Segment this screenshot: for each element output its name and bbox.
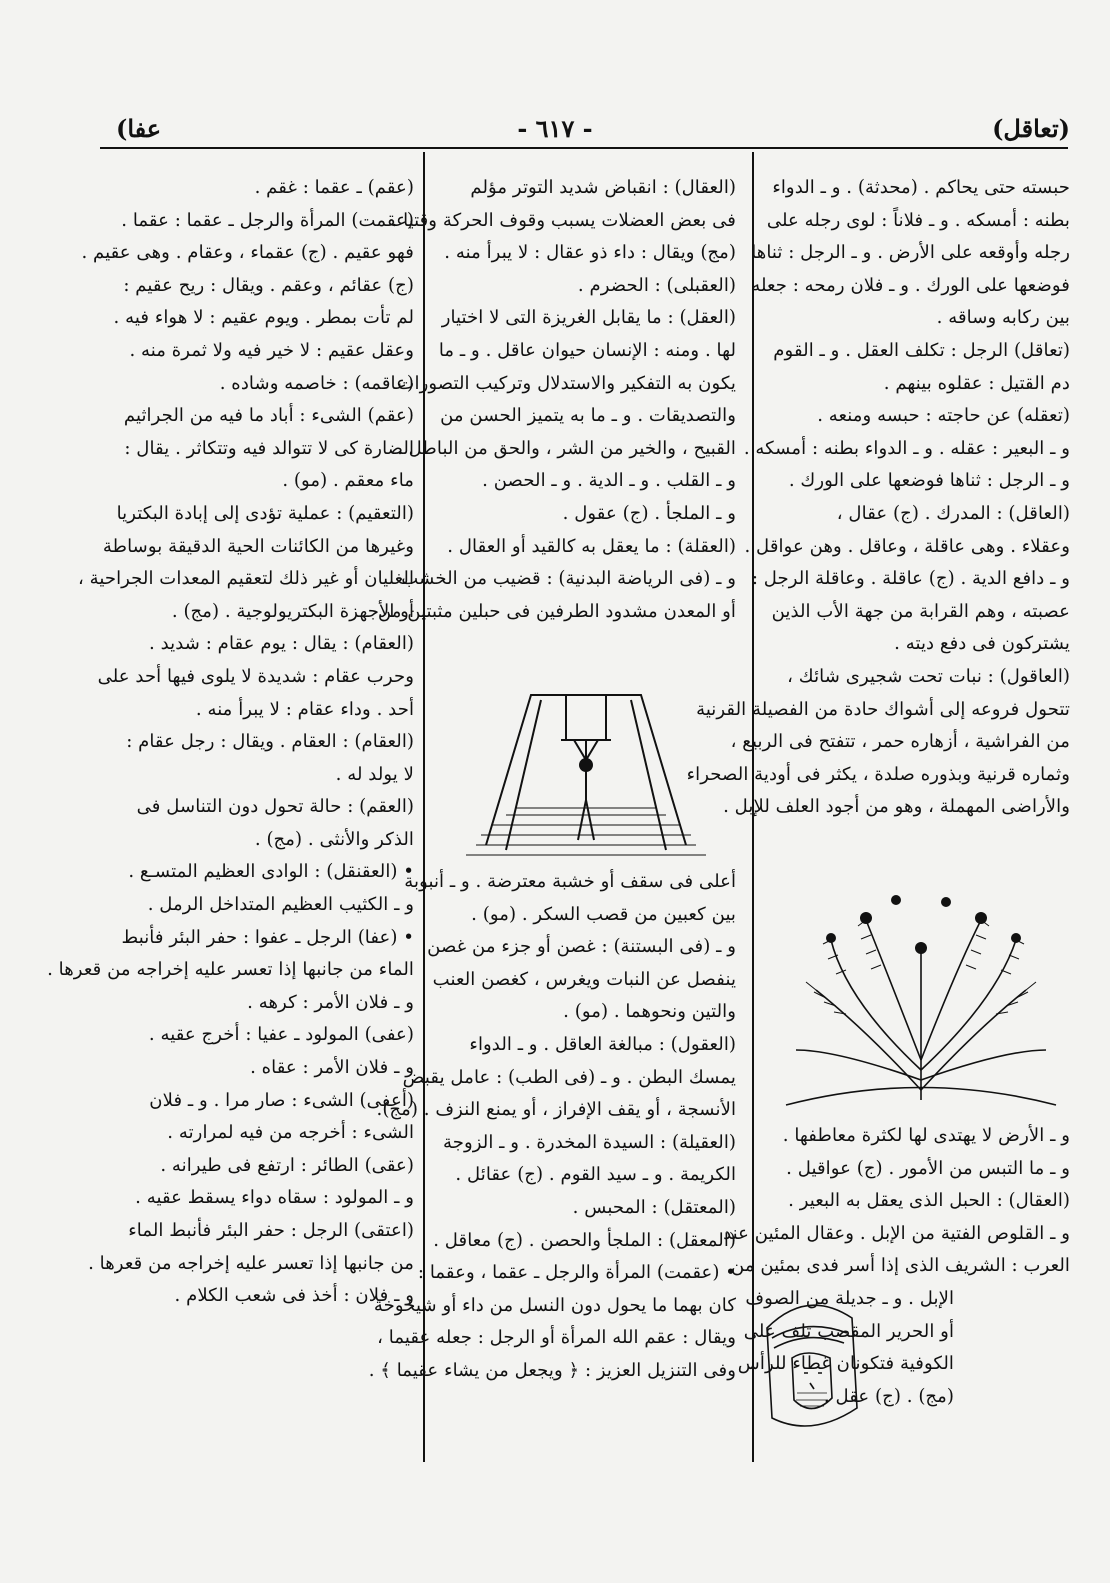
text-line: (العقلة) : ما يعقل به كالقيد أو العقال . [447, 535, 736, 557]
text-line: العرب : الشريف الذى إذا أسر فدى بمئين من [730, 1255, 1070, 1277]
text-line: وفى التنزيل العزيز : ﴿ ويجعل من يشاء عقيما ﴾ . [368, 1359, 736, 1381]
text-line: أعلى فى سقف أو خشبة معترضة . و ـ أنبوبة [404, 871, 736, 892]
text-line: و ـ (فى الرياضة البدنية) : قضيب من الخشب [401, 568, 736, 590]
text-line: (العاقول) : نبات تحت شجيرى شائك ، [787, 665, 1070, 687]
text-line: (أعفى) الشىء : صار مرا . و ـ فلان [149, 1089, 414, 1111]
text-line: (التعقيم) : عملية تؤدى إلى إبادة البكتريا [116, 502, 414, 524]
text-line: رجله وأوقعه على الأرض . و ـ الرجل : ثناها [751, 242, 1070, 264]
text-line: يشتركون فى دفع ديته . [894, 633, 1070, 655]
text-line: أو الحرير المقصب تلف على [743, 1320, 954, 1342]
text-line: وثماره قرنية وبذوره صلدة ، يكثر فى أودية الصحراء [686, 763, 1070, 785]
text-line: (العقول) : مبالغة العاقل . و ـ الدواء [469, 1033, 736, 1055]
text-line: دم القتيل : عقلوه بينهم . [883, 372, 1070, 394]
text-line: و ـ الكثيب العظيم المتداخل الرمل . [147, 894, 414, 916]
text-line: و ـ الرجل : ثناها فوضعها على الورك . [788, 470, 1070, 492]
text-line: أو المعدن مشدود الطرفين فى حبلين مثبتين من [377, 600, 736, 622]
text-line: الغليان أو غير ذلك لتعقيم المعدات الجراحية ، [77, 568, 414, 590]
text-line: كان بهما ما يحول دون النسل من داء أو شيخوخة [373, 1294, 736, 1316]
text-line: (العقال) : الحبل الذى يعقل به البعير . [788, 1190, 1070, 1212]
page-number: - ٦١٧ - [517, 114, 593, 143]
text-line: فى بعض العضلات يسبب وقوف الحركة وقتيا . [391, 209, 736, 231]
column-left [47, 172, 414, 1313]
text-line: و ـ القلب . و ـ الدية . و ـ الحصن . [482, 470, 736, 492]
text-line: (مج) . (ج) عقل . [823, 1385, 954, 1407]
text-line: يمسك البطن . و ـ (فى الطب) : عامل يقبض [402, 1066, 736, 1088]
text-line: ماء معقم . (مو) . [282, 470, 414, 492]
text-line: الذكر والأنثى . (مج) . [254, 828, 414, 850]
text-line: و ـ البعير : عقله . و ـ الدواء بطنه : أمسكه . [743, 437, 1070, 459]
column-middle-top [377, 172, 736, 628]
text-line: والتصديقات . و ـ ما به يتميز الحسن من [440, 405, 736, 427]
text-line: و ـ فلان الأمر : عقاه . [250, 1057, 414, 1079]
gymnastic-bar-illustration [446, 640, 726, 865]
text-line: وحرب عقام : شديدة لا يلوى فيها أحد على [97, 665, 414, 687]
text-line: (تعاقل) الرجل : تكلف العقل . و ـ القوم [773, 339, 1070, 361]
text-line: وغيرها من الكائنات الحية الدقيقة بوساطة [102, 535, 414, 557]
text-line: الأنسجة ، أو يقف الإفراز ، أو يمنع النزف . (مج). [376, 1099, 736, 1121]
text-line: (مج) ويقال : داء ذو عقال : لا يبرأ منه . [444, 242, 736, 264]
text-line: الماء من جانبها إذا تعسر عليه إخراجه من قعرها . [47, 959, 414, 981]
text-line: بطنه : أمسكه . و ـ فلاناً : لوى رجله على [766, 209, 1070, 231]
text-line: (العاقل) : المدرك . (ج) عقال ، [836, 502, 1070, 524]
text-line: القبيح ، والخير من الشر ، والحق من الباطل . [397, 437, 736, 459]
text-line: والتين ونحوهما . (مو) . [563, 1001, 736, 1023]
text-line: (العقم) : حالة تحول دون التناسل فى [136, 796, 414, 818]
text-line: حبسته حتى يحاكم . (محدثة) . و ـ الدواء [772, 177, 1070, 198]
column-right-bottom [723, 1120, 1070, 1283]
text-line: • (العقنقل) : الوادى العظيم المتسـع . [128, 861, 414, 883]
header-last-entry: عفا) [116, 114, 162, 143]
text-line: وعقل عقيم : لا خير فيه ولا ثمرة منه . [129, 339, 414, 361]
text-line: (العقيلة) : السيدة المخدرة . و ـ الزوجة [442, 1131, 736, 1153]
text-line: وعقلاء . وهى عاقلة ، وعاقل . وهن عواقل . [744, 535, 1070, 557]
text-line: (اعتقى) الرجل : حفر البئر فأنبط الماء [128, 1220, 414, 1241]
text-line: و ـ (فى البستنة) : غصن أو جزء من غصن [427, 936, 736, 958]
text-line: (المعتقل) : المحبس . [572, 1196, 736, 1218]
text-line: (عقم) ـ عقما : غقم . [254, 177, 414, 198]
text-line: و ـ الملجأ . (ج) عقول . [562, 502, 736, 524]
text-line: و ـ ما التبس من الأمور . (ج) عواقيل . [786, 1157, 1070, 1179]
text-line: أحد . وداء عقام : لا يبرأ منه . [195, 698, 414, 720]
text-line: و ـ الأرض لا يهتدى لها لكثرة معاطفها . [782, 1125, 1070, 1146]
text-line: يكون به التفكير والاستدلال وتركيب التصورات [397, 372, 736, 394]
text-line: (المعقل) : الملجأ والحصن . (ج) معاقل . [433, 1229, 736, 1251]
text-line: تتحول فروعه إلى أشواك حادة من الفصيلة القرنية [696, 698, 1070, 720]
text-line: الشىء : أخرجه من فيه لمرارته . [167, 1122, 414, 1144]
text-line: (العقل) : ما يقابل الغريزة التى لا اختيار [441, 307, 736, 329]
text-line: و ـ دافع الدية . (ج) عاقلة . وعاقلة الرجل : [751, 568, 1070, 590]
text-line: و ـ فلان : أخذ فى شعب الكلام . [174, 1285, 414, 1307]
text-line: فوضعها على الورك . و ـ فلان رمحه : جعله [751, 274, 1070, 296]
text-line: (العقبلى) : الحضرم . [577, 274, 736, 296]
text-line: بين ركابه وساقه . [936, 307, 1070, 329]
text-line: بين كعبين من قصب السكر . (مو) . [471, 903, 736, 925]
text-line: (العقام) : العقام . ويقال : رجل عقام : [126, 731, 414, 753]
text-line: (عقى) الطائر : ارتفع فى طيرانه . [160, 1154, 414, 1176]
header-rule [100, 147, 1068, 149]
text-line: و ـ المولود : سقاه دواء يسقط عقيه . [135, 1187, 414, 1209]
text-line: الكوفية فتكونان غطاء للرأس [737, 1353, 954, 1375]
text-line: (عاقمه) : خاصمه وشاده . [219, 372, 414, 394]
text-line: فهو عقيم . (ج) عقماء ، وعقام . وهى عقيم . [81, 242, 414, 264]
page-header [0, 110, 1110, 150]
text-line: والأراضى المهملة ، وهو من أجود العلف للإبل . [723, 796, 1070, 818]
text-line: عصبته ، وهم القرابة من جهة الأب الذين [771, 600, 1070, 622]
text-line: ينفصل عن النبات ويغرس ، كغصن العنب [432, 968, 736, 990]
text-line: (عقم) الشىء : أباد ما فيه من الجراثيم [123, 405, 414, 427]
keffiyeh-man-illustration [752, 1288, 864, 1438]
text-line: (عقمت) المرأة والرجل ـ عقما : عقما . [121, 209, 414, 231]
text-line: لها . ومنه : الإنسان حيوان عاقل . و ـ ما [438, 339, 736, 361]
text-line: (العقال) : انقباض شديد التوتر مؤلم [470, 177, 736, 198]
text-line: لم تأت بمطر . ويوم عقيم : لا هواء فيه . [113, 307, 414, 329]
text-line: من الفراشية ، أزهاره حمر ، تتفتح فى الربيع ، [730, 731, 1070, 753]
text-line: من جانبها إذا تعسر عليه إخراجه من قعرها . [88, 1252, 414, 1274]
column-right-top [686, 172, 1070, 824]
text-line: الضارة كى لا تتوالد فيه وتتكاثر . يقال : [124, 437, 414, 459]
plant-illustration [776, 880, 1066, 1120]
text-line: (تعقله) عن حاجته : حبسه ومنعه . [817, 405, 1070, 427]
column-middle-bottom [368, 866, 736, 1388]
text-line: • (عقمت) المرأة والرجل ـ عقما ، وعقما : [417, 1262, 736, 1284]
text-line: أو الأجهزة البكتريولوجية . (مج) . [171, 600, 414, 622]
text-line: ويقال : عقم الله المرأة أو الرجل : جعله عقيما ، [377, 1327, 736, 1349]
header-first-entry: (تعاقل) [992, 114, 1070, 143]
text-line: و ـ فلان الأمر : كرهه . [247, 991, 414, 1013]
text-line: (عفى) المولود ـ عفيا : أخرج عقيه . [148, 1024, 414, 1046]
text-line: الكريمة . و ـ سيد القوم . (ج) عقائل . [455, 1164, 736, 1186]
text-line: (ج) عقائم ، وعقم . ويقال : ريح عقيم : [123, 274, 414, 296]
text-line: (العقام) : يقال : يوم عقام : شديد . [149, 633, 414, 655]
text-line: لا يولد له . [335, 763, 414, 785]
text-line: و ـ القلوص الفتية من الإبل . وعقال المئين عند [723, 1222, 1070, 1244]
text-line: • (عفا) الرجل ـ عفوا : حفر البئر فأنبط [121, 926, 414, 948]
text-line: الإبل . و ـ جديلة من الصوف [745, 1288, 954, 1309]
